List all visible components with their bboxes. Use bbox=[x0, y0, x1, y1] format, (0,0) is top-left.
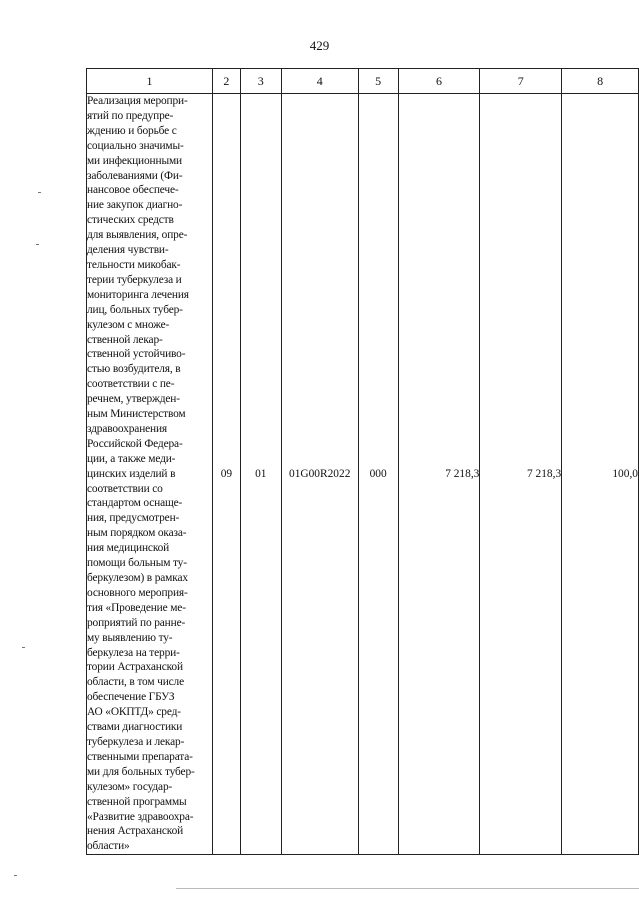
scan-mark bbox=[36, 244, 39, 245]
description-line: ным порядком оказа- bbox=[87, 527, 187, 540]
description-line: ние закупок диагно- bbox=[87, 199, 183, 212]
description-line: туберкулеза и лекар- bbox=[87, 735, 185, 748]
description-line: ствами диагностики bbox=[87, 721, 183, 734]
footer-line bbox=[176, 888, 639, 889]
description-line: Российской Федера- bbox=[87, 437, 183, 450]
header-cell-3: 3 bbox=[240, 69, 281, 94]
description-line: Реализация меропри- bbox=[87, 95, 188, 107]
description-line: АО «ОКПТД» сред- bbox=[87, 706, 181, 719]
table-row bbox=[87, 94, 639, 855]
description-line: нения Астраханской bbox=[87, 825, 184, 838]
description-cell bbox=[87, 94, 213, 855]
description-line: основного мероприя- bbox=[87, 586, 188, 599]
description-line: ждению и борьбе с bbox=[87, 124, 177, 137]
description-line: тории Астраханской bbox=[87, 661, 183, 674]
description-line: му выявлению ту- bbox=[87, 631, 173, 644]
description-line: деления чувстви- bbox=[87, 244, 169, 257]
subsection-code: 01 bbox=[240, 94, 281, 855]
description-line: ния, предусмотрен- bbox=[87, 512, 180, 525]
description-line: стандартом оснаще- bbox=[87, 497, 183, 510]
description-line: ным Министерством bbox=[87, 408, 186, 421]
description-line: роприятий по ранне- bbox=[87, 616, 186, 629]
description-line: соответствии со bbox=[87, 482, 163, 495]
description-line: заболеваниями (Фи- bbox=[87, 169, 183, 182]
description-line: ственной устойчиво- bbox=[87, 348, 186, 361]
description-line: кулезом с множе- bbox=[87, 318, 170, 331]
description-line: кулезом» государ- bbox=[87, 780, 173, 793]
description-line: ственной лекар- bbox=[87, 333, 163, 346]
header-cell-7: 7 bbox=[480, 69, 562, 94]
description-line: ми инфекционными bbox=[87, 154, 182, 167]
budget-table bbox=[86, 68, 639, 855]
amount-executed: 7 218,3 bbox=[480, 94, 562, 855]
header-cell-8: 8 bbox=[562, 69, 639, 94]
scan-mark bbox=[22, 647, 25, 648]
scan-mark bbox=[38, 192, 41, 193]
description-line: ственными препарата- bbox=[87, 750, 193, 763]
description-line: ции, а также меди- bbox=[87, 452, 176, 465]
description-line: ственной программы bbox=[87, 795, 187, 808]
description-line: беркулеза на терри- bbox=[87, 646, 180, 659]
description-line: беркулезом) в рамках bbox=[87, 572, 188, 584]
header-cell-2: 2 bbox=[212, 69, 240, 94]
description-line: «Развитие здравоохра- bbox=[87, 810, 194, 823]
page-number: 429 bbox=[309, 38, 330, 53]
description-line: ятий по предупре- bbox=[87, 109, 174, 122]
description-line: лиц, больных тубер- bbox=[87, 303, 183, 316]
description-line: тия «Проведение ме- bbox=[87, 601, 186, 614]
description-line: для выявления, опре- bbox=[87, 229, 188, 242]
header-cell-5: 5 bbox=[358, 69, 398, 94]
description-line: речнем, утвержден- bbox=[87, 393, 180, 406]
description-line: помощи больным ту- bbox=[87, 557, 187, 570]
description-line: социально значимы- bbox=[87, 139, 184, 152]
description-line: ми для больных тубер- bbox=[87, 765, 195, 778]
description-line: области» bbox=[87, 840, 130, 853]
section-code: 09 bbox=[212, 94, 240, 855]
description-line: мониторинга лечения bbox=[87, 288, 189, 301]
execution-percent: 100,0 bbox=[562, 94, 639, 855]
description-line: соответствии с пе- bbox=[87, 378, 175, 391]
description-line: нансовое обеспече- bbox=[87, 184, 179, 197]
header-cell-1: 1 bbox=[87, 69, 213, 94]
header-row bbox=[87, 69, 639, 94]
expense-type-code: 000 bbox=[358, 94, 398, 855]
description-line: тельности микобак- bbox=[87, 258, 181, 271]
description-line: терии туберкулеза и bbox=[87, 273, 182, 286]
description-line: обеспечение ГБУЗ bbox=[87, 691, 175, 704]
description-line: стью возбудителя, в bbox=[87, 363, 181, 376]
amount-planned: 7 218,3 bbox=[398, 94, 480, 855]
scan-mark bbox=[14, 875, 17, 876]
header-cell-4: 4 bbox=[281, 69, 358, 94]
description-line: здравоохранения bbox=[87, 422, 168, 435]
target-article-code: 01G00R2022 bbox=[281, 94, 358, 855]
header-cell-6: 6 bbox=[398, 69, 480, 94]
description-line: ния медицинской bbox=[87, 542, 170, 555]
description-line: области, в том числе bbox=[87, 676, 184, 689]
description-line: стических средств bbox=[87, 214, 174, 227]
description-line: цинских изделий в bbox=[87, 467, 176, 480]
